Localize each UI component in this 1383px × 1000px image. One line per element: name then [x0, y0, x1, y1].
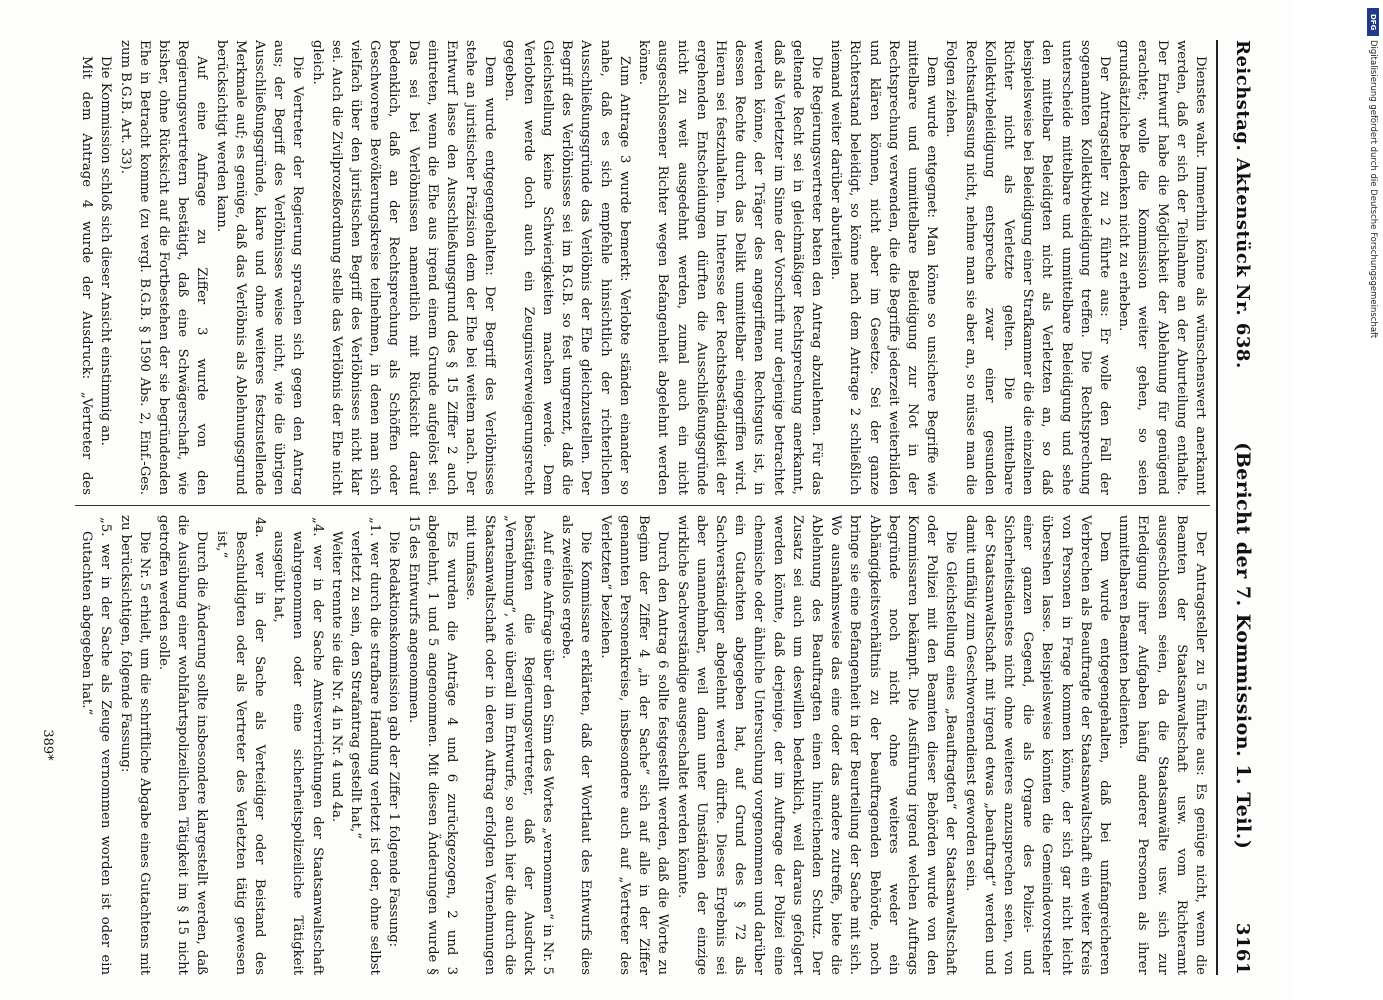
paragraph: Mit dem Antrage 4 wurde der Ausdruck: „Vertreter des: [79, 56, 95, 495]
left-column: [75, 40, 1210, 495]
signature-mark: 389*: [40, 729, 55, 761]
paragraph: Die Gleichstellung eines „Beauftragten“ der Staatsanwaltschaft oder Polizei mit den Beamten dieser Behörden wurde von den Kommissaren bekämpft. Die Ausführung irgend welchen Auftrags begründe noch nicht ohne weiteres weder ein Abhängigkeitsverhältnis zu der beauftragenden Behörde, noch bringe sie eine Befangenheit in der Beurteilung der Sache mit sich. Wo ausnahmsweise das eine oder das andere zutreffe, biete die Ablehnung des Beauftragten einen hinreichenden Schutz. Der Zusatz sei auch um deswillen bedenklich, weil daraus gefolgert werden könnte, daß derjenige, der im Auftrage der Polizei eine chemische oder ähnliche Untersuchung vorgenommen und darüber ein Gutachten abgegeben hat, auf Grund des § 72 als Sachverständiger abgelehnt werden dürfte. Dieses Ergebnis sei aber unannehmbar, weil dann unter Umständen der einzige wirkliche Sachverständige ausgeschaltet werden könnte.: [674, 515, 959, 975]
column-divider: [75, 505, 1210, 506]
right-column: [75, 515, 1210, 975]
paragraph: Zum Antrage 3 wurde bemerkt: Verlobte ständen einander so nahe, daß es sich empfehle hinsichtlich der richterlichen Ausschließungsgründe das Verlöbnis der Ehe gleichzustellen. Der Begriff des Verlöbnisses sei im B.G.B. so fest umgrenzt, daß die Gleichstellung keine Schwierigkeiten machen werde. Dem Verlobten werde doch auch ein Zeugnisverweigerungsrecht gegeben.: [501, 40, 632, 495]
paragraph: Der Antragsteller zu 2 führte aus: Er wolle den Fall der sogenannten Kollektivbeleidigung treffen. Die Rechtsprechung unterscheide mittelbare und unmittelbare Beleidigung und sehe den mittelbar Beleidigten nicht als Verletzten an, so daß beispielsweise bei Beleidigung einer Strafkammer die die einzelnen Richter nicht als Verletzte gelten. Die mittelbare Kollektivbeleidigung entspreche zwar einer gesunden Rechtsauffassung nicht, nehme man sie aber an, so müsse man die Folgen ziehen.: [943, 40, 1112, 495]
dfg-credit-text: Digitalisierung gefördert durch die Deutsche Forschungsgemeinschaft: [1368, 40, 1378, 339]
quoted-provision: „4. wer in der Sache Amtsverrichtungen der Staatsanwaltschaft wahrgenommen oder eine sicherheitspolizeiliche Tätigkeit ausgeübt hat,: [271, 517, 325, 975]
page-header: [1216, 40, 1268, 975]
paragraph: Dem wurde entgegengehalten: Der Begriff des Verlöbnisses stehe an juristischer Präzision dem der Ehe bei weitem nach. Der Entwurf lasse den Ausschließungsgrund des § 15 Ziffer 2 auch eintreten, wenn die Ehe aus irgend einem Grunde aufgelöst sei. Das sei bei Verlöbnissen namentlich mit Rücksicht darauf bedenklich, daß an der Rechtsprechung als Schöffen oder Geschworene Bevölkerungskreise teilnehmen, in denen man sich vielfach über den juristischen Begriff des Verlöbnisses nicht klar sei. Auch die Zivilprozeßordnung stelle das Verlöbnis der Ehe nicht gleich.: [309, 40, 498, 495]
paragraph: Die Kommissare erklärten, daß der Wortlaut des Entwurfs dies als zweifellos ergebe.: [559, 515, 594, 975]
quoted-provision: „1. wer durch die strafbare Handlung verletzt ist oder, ohne selbst verletzt zu sein, den Strafantrag gestellt hat,“: [348, 517, 383, 975]
paragraph: Dienstes wahr. Immerhin könne als wünschenswert anerkannt werden, daß er sich der Teilnahme an der Aburteilung enthalte. Der Entwurf habe die Möglichkeit der Ablehnung für genügend erachtet; wolle die Kommission weiter gehen, so seien grundsätzliche Bedenken nicht zu erheben.: [1116, 40, 1208, 495]
paragraph: Weiter trennte sie die Nr. 4 in Nr. 4 und 4a.: [328, 531, 344, 823]
paragraph: Die Redaktionskommission gab der Ziffer 1 folgende Fassung:: [386, 531, 402, 948]
quoted-provision: 4a. wer in der Sache als Verteidiger oder Beistand des Beschuldigten oder als Vertreter des Verletzten tätig gewesen ist,“: [213, 517, 268, 975]
paragraph: Die Kommission schloß sich dieser Ansicht einstimmig an.: [98, 56, 114, 446]
paragraph: Dem wurde entgegengehalten, daß bei umfangreicheren Verbrechen als Beauftragte der Staatsanwaltschaft ein weiter Kreis von Personen in Frage kommen könne, der sich gar nicht leicht übersehen lasse. Beispielsweise könnten die Gemeindevorsteher einer ganzen Gegend, die als Organe des Polizei- und Sicherheitsdienstes nicht ohne weiteres anzusprechen seien, von der Staatsanwaltschaft mit irgend etwas „beauftragt“ werden und damit unfähig zum Geschworenendienst geworden sein.: [962, 515, 1112, 975]
paragraph: Dem wurde entgegnet: Man könne so unsichere Begriffe wie mittelbare und unmittelbare Beleidigung zur Not in der Rechtsprechung verwenden, die die Begriffe jederzeit weiterbilden und klären können, nicht aber im Gesetze. Sei der ganze Richterstand beleidigt, so könne nach dem Antrage 2 schließlich niemand weiter darüber aburteilen.: [828, 40, 940, 495]
header-left-title: Reichstag. Aktenstück Nr. 638.: [1232, 40, 1254, 369]
paragraph: Der Antragsteller zu 5 führte aus: Es genüge nicht, wenn die Beamten der Staatsanwaltschaft usw. vom Richteramt ausgeschlossen seien, da die Staatsanwälte usw. sich zur Erledigung ihrer Aufgaben häufig anderer Personen als ihrer unmittelbaren Beamten bedienten.: [1116, 515, 1208, 975]
paragraph: Es wurden die Anträge 4 und 6 zurückgezogen, 2 und 3 abgelehnt, 1 und 5 angenommen. Mit diesen Änderungen wurde § 15 des Entwurfs angenommen.: [405, 515, 460, 975]
paragraph: Die Regierungsvertreter baten den Antrag abzulehnen. Für das geltende Recht sei in gleichmäßiger Rechtsprechung anerkannt, daß als Verletzter im Sinne der Vorschrift nur derjenige betrachtet werden könne, der Träger des angegriffenen Rechtsguts ist, in dessen Rechte durch das Delikt unmittelbar eingegriffen wird. Hieran sei festzuhalten. Im Interesse der Rechtsbeständigkeit der ergehenden Entscheidungen dürften die Ausschließungsgründe nicht zu weit ausgedehnt werden, zumal auch ein nicht ausgeschlossener Richter wegen Befangenheit abgelehnt werden könne.: [636, 40, 824, 495]
dfg-stamp: [1367, 8, 1379, 648]
paragraph: Durch die Änderung sollte insbesondere klargestellt werden, daß die Ausübung einer wohlfahrtspolizeilichen Tätigkeit im § 15 nicht getroffen werden solle.: [156, 515, 210, 975]
paragraph: Auf eine Anfrage über den Sinn des Wortes „vernommen“ in Nr. 5 bestätigten die Regierungsvertreter, daß der Ausdruck „Vernehmung“, wie überall im Entwurfe, so auch hier die durch die Staatsanwaltschaft oder in deren Auftrag erfolgten Vernehmungen mit umfasse.: [463, 515, 556, 975]
paragraph: Die Nr. 5 erhielt, um die schriftliche Abgabe eines Gutachtens mit zu berücksichtigen, folgende Fassung:: [117, 515, 152, 975]
page-number: 3161: [1232, 922, 1254, 975]
paragraph: Auf eine Anfrage zu Ziffer 3 wurde von den Regierungsvertretern bestätigt, daß eine Schwägerschaft, wie bisher, ohne Rücksicht auf die Fortbestehen der sie begründenden Ehe in Betracht komme (zu vergl. B.G.B. § 1590 Abs. 2, Einf.-Ges. zum B.G.B. Art. 33).: [117, 40, 210, 495]
quoted-provision: „5. wer in der Sache als Zeuge vernommen worden ist oder ein Gutachten abgegeben hat.“: [79, 517, 114, 975]
paragraph: Die Vertreter der Regierung sprachen sich gegen den Antrag aus; der Begriff des Verlöbnisses weise nicht, wie die übrigen Ausschließungsgründe, klare und ohne weiteres festzustellende Merkmale auf; es genüge, daß das Verlöbnis als Ablehnungsgrund berücksichtigt werden kann.: [213, 40, 306, 495]
paragraph: Durch den Antrag 6 sollte festgestellt werden, daß die Worte zu Beginn der Ziffer 4 „in der Sache“ sich auf alle in der Ziffer genannten Personenkreise, insbesondere auch auf „Vertreter des Verletzten“ beziehen.: [597, 515, 671, 975]
header-center-title: (Bericht der 7. Kommission. 1. Teil.): [1232, 442, 1254, 850]
dfg-logo: DFG: [1367, 8, 1379, 36]
